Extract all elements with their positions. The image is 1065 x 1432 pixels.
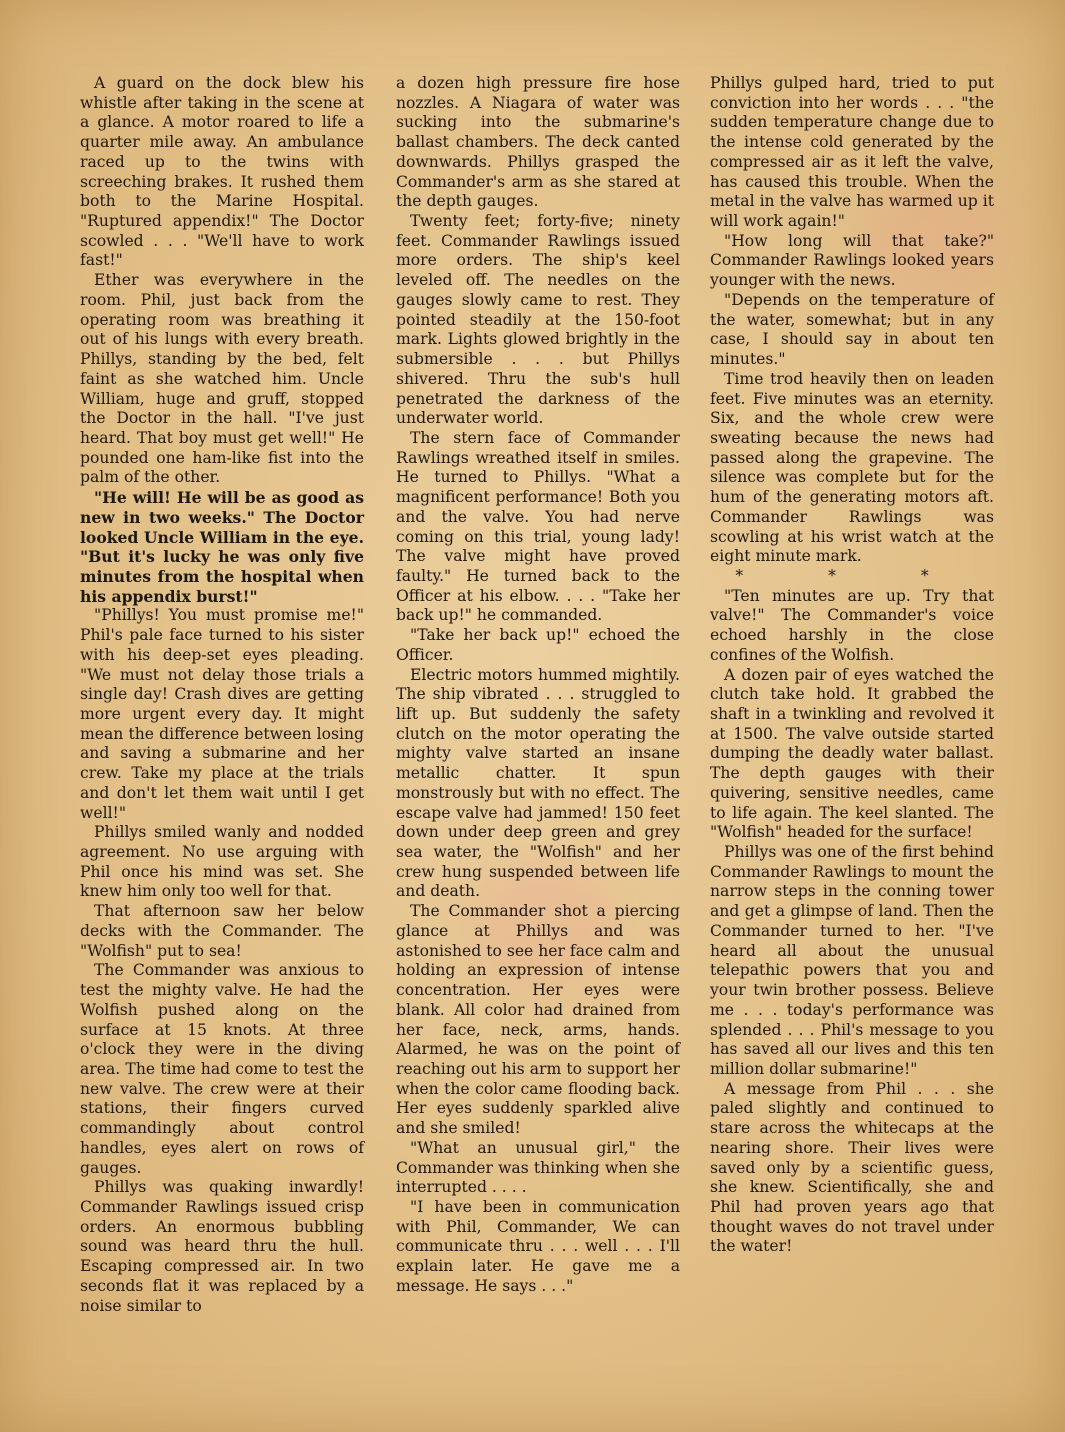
paragraph: "Ten minutes are up. Try that valve!" The Commander's voice echoed harshly in the close confines of the Wolfish. xyxy=(710,586,994,664)
paragraph: The Commander shot a piercing glance at Phillys and was astonished to see her face calm and holding an expression of intense concentration. Her eyes were blank. All color had drained from her face, neck, arms, hands. Alarmed, he was on the point of reaching out his arm to support her when the color came flooding back. Her eyes suddenly sparkled alive and she smiled! xyxy=(396,902,680,1138)
paragraph: Phillys was one of the first behind Commander Rawlings to mount the narrow steps in the conning tower and get a glimpse of land. Then the Commander turned to her. "I've heard all about the unusual telepathic powers that you and your twin brother possess. Believe me . . . today's performance was splended . . . Phil's message to you has saved all our lives and this ten million dollar submarine!" xyxy=(710,843,994,1078)
paragraph: "Phillys! You must promise me!" Phil's pale face turned to his sister with his deep-set eyes pleading. "We must not delay those trials a single day! Crash dives are getting more urgent every day. It might mean the difference between losing and saving a submarine and her crew. Take my place at the trials and don't let them wait until I get well!" xyxy=(80,606,364,822)
paragraph: The Commander was anxious to test the mighty valve. He had the Wolfish pushed along on the surface at 15 knots. At three o'clock they were in the diving area. The time had come to test the new valve. The crew were at their stations, their fingers curved commandingly about control handles, eyes alert on rows of gauges. xyxy=(80,961,364,1177)
paragraph: "What an unusual girl," the Commander was thinking when she interrupted . . . . xyxy=(396,1138,680,1197)
paragraph: "Take her back up!" echoed the Officer. xyxy=(396,626,680,664)
paragraph: Time trod heavily then on leaden feet. Five minutes was an eternity. Six, and the whole crew were sweating because the news had passed along the grapevine. The silence was complete but for the hum of the generating motors aft. Commander Rawlings was scowling at his wrist watch at the eight minute mark. xyxy=(710,369,994,566)
paragraph: That afternoon saw her below decks with the Commander. The "Wolfish" put to sea! xyxy=(80,902,364,960)
paragraph: Twenty feet; forty-five; ninety feet. Commander Rawlings issued more orders. The ship's keel leveled off. The needles on the gauges slowly came to rest. They pointed steadily at the 150-foot mark. Lights glowed brightly in the submersible . . . but Phillys shivered. Thru the sub's hull penetrated the darkness of the underwater world. xyxy=(396,212,680,428)
paragraph: A dozen pair of eyes watched the clutch take hold. It grabbed the shaft in a twinkling and revolved it at 1500. The valve outside started dumping the deadly water ballast. The depth gauges with their quivering, sensitive needles, came to life again. The keel slanted. The "Wolfish" headed for the surface! xyxy=(710,665,994,842)
paragraph: Phillys gulped hard, tried to put conviction into her words . . . "the sudden temperature change due to the intense cold generated by the compressed air as it left the valve, has caused this trouble. When the metal in the valve has warmed up it will work again!" xyxy=(710,74,994,231)
paragraph: "He will! He will be as good as new in two weeks." The Doctor looked Uncle William in the eye. "But it's lucky he was only five minutes from the hospital when his appendix burst!" xyxy=(80,488,364,606)
paragraph: A guard on the dock blew his whistle after taking in the scene at a glance. A motor roared to life a quarter mile away. An ambulance raced up to the twins with screeching brakes. It rushed them both to the Marine Hospital. "Ruptured appendix!" The Doctor scowled . . . "We'll have to work fast!" xyxy=(80,74,364,270)
paragraph: "Depends on the temperature of the water, somewhat; but in any case, I should say in about ten minutes." xyxy=(710,290,994,369)
paragraph: "I have been in communication with Phil, Commander, We can communicate thru . . . well . . . I'll explain later. He gave me a message. He says . . ." xyxy=(396,1197,680,1295)
paragraph: Phillys was quaking inwardly! Commander Rawlings issued crisp orders. An enormous bubbling sound was heard thru the hull. Escaping compressed air. In two seconds flat it was replaced by a noise similar to xyxy=(80,1178,364,1315)
section-break: * * * xyxy=(735,566,969,585)
paragraph: a dozen high pressure fire hose nozzles. A Niagara of water was sucking into the submarine's ballast chambers. The deck canted downwards. Phillys grasped the Commander's arm as she stared at the depth gauges. xyxy=(396,74,680,211)
paragraph: "How long will that take?" Commander Rawlings looked years younger with the news. xyxy=(710,231,994,290)
paragraph: Ether was everywhere in the room. Phil, just back from the operating room was breathing it out of his lungs with every breath. Phillys, standing by the bed, felt faint as she watched him. Uncle William, huge and gruff, stopped the Doctor in the hall. "I've just heard. That boy must get well!" He pounded one ham-like fist into the palm of the other. xyxy=(80,271,364,487)
text-column-2 xyxy=(396,74,680,1297)
paragraph: Electric motors hummed mightily. The ship vibrated . . . struggled to lift up. But suddenly the safety clutch on the motor operating the mighty valve started an insane metallic chatter. It spun monstrously but with no effect. The escape valve had jammed! 150 feet down under deep green and grey sea water, the "Wolfish" and her crew hung suspended between life and death. xyxy=(396,665,680,901)
paragraph: Phillys smiled wanly and nodded agreement. No use arguing with Phil once his mind was set. She knew him only too well for that. xyxy=(80,823,364,901)
paragraph: A message from Phil . . . she paled slightly and continued to stare across the whitecaps at the nearing shore. Their lives were saved only by a scientific guess, she knew. Scientifically, she and Phil had proven years ago that thought waves do not travel under the water! xyxy=(710,1079,994,1256)
paragraph: The stern face of Commander Rawlings wreathed itself in smiles. He turned to Phillys. "What a magnificent performance! Both you and the valve. You had nerve coming on this trial, young lady! The valve might have proved faulty." He turned back to the Officer at his elbow. . . . "Take her back up!" he commanded. xyxy=(396,428,680,625)
text-column-3 xyxy=(710,74,994,1257)
text-column-1 xyxy=(80,74,364,1316)
